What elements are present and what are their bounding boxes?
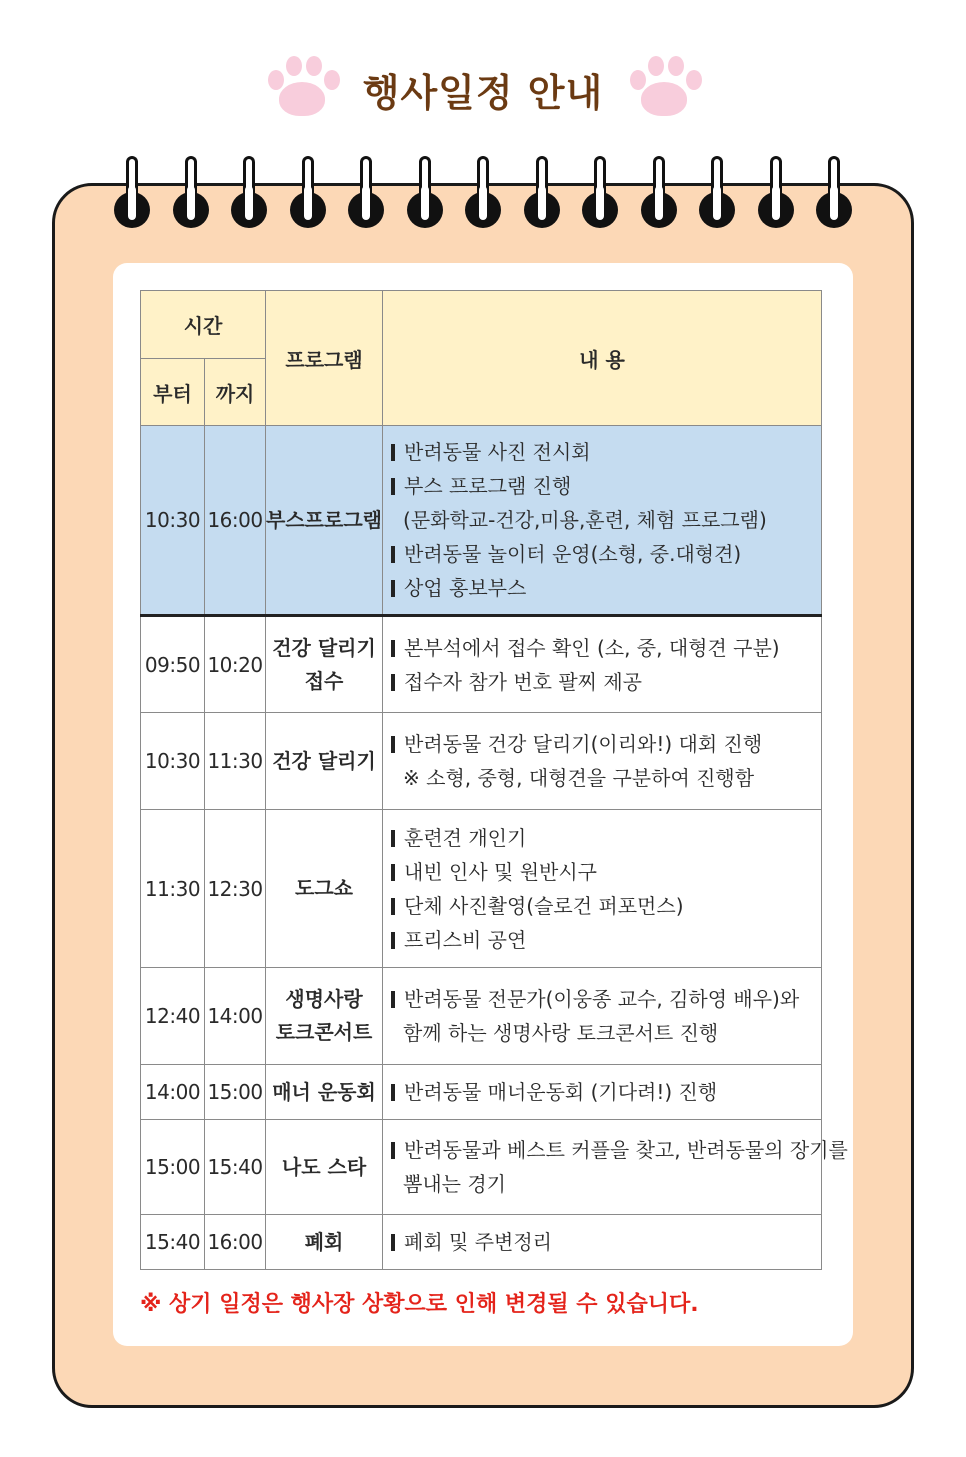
content-text: 접수자 참가 번호 팔찌 제공: [404, 669, 642, 694]
content-line: [391, 571, 821, 605]
schedule-row: [141, 1120, 822, 1215]
program-name-line: 나도 스타: [281, 1154, 367, 1179]
bullet-bar-icon: [391, 580, 395, 597]
content-text: 훈련견 개인기: [404, 825, 527, 850]
content-line: [391, 1133, 848, 1167]
start-time: 10:30: [141, 713, 205, 810]
binder-ring: [699, 156, 735, 228]
schedule-row: [141, 616, 822, 713]
content-line: [391, 821, 821, 855]
program-name: [266, 1065, 383, 1120]
program-name-line: 토크콘서트: [275, 1020, 373, 1044]
binder-ring: [758, 156, 794, 228]
bullet-bar-icon: [391, 991, 395, 1008]
program-name: [266, 1215, 383, 1270]
content-text: 부스 프로그램 진행: [404, 474, 572, 498]
program-name-line: 부스프로그램: [266, 507, 382, 532]
bullet-bar-icon: [391, 478, 395, 495]
bullet-bar-icon: [391, 640, 395, 657]
binder-ring: [348, 156, 384, 228]
start-time: 15:40: [141, 1215, 205, 1270]
content-line: [391, 1225, 821, 1259]
program-content: [383, 616, 822, 713]
program-content: [383, 1065, 822, 1120]
bullet-bar-icon: [391, 898, 395, 915]
content-text: 단체 사진촬영(슬로건 퍼포먼스): [404, 893, 684, 918]
program-content: [383, 1120, 848, 1215]
start-time: 14:00: [141, 1065, 205, 1120]
program-content: [383, 426, 822, 616]
content-line: [391, 503, 821, 537]
schedule-row: [141, 713, 822, 810]
program-content: [383, 968, 822, 1065]
binder-ring: [407, 156, 443, 228]
binder-ring: [465, 156, 501, 228]
schedule-row: [141, 426, 822, 616]
schedule-row: [141, 968, 822, 1065]
program-content: [383, 713, 822, 810]
bullet-bar-icon: [391, 1234, 395, 1251]
content-text: 반려동물 전문가(이웅종 교수, 김하영 배우)와: [404, 987, 800, 1011]
bullet-bar-icon: [391, 674, 395, 691]
bullet-bar-icon: [391, 736, 395, 753]
end-time: 10:20: [205, 616, 266, 713]
content-line: [391, 665, 821, 699]
binder-ring: [290, 156, 326, 228]
bullet-bar-icon: [391, 546, 395, 563]
program-name: [266, 1120, 383, 1215]
program-name: [266, 968, 383, 1065]
end-time: 15:00: [205, 1065, 266, 1120]
content-line: [391, 889, 821, 923]
content-text: 폐회 및 주변정리: [404, 1230, 552, 1254]
content-text: 반려동물 매너운동회 (기다려!) 진행: [404, 1080, 718, 1104]
start-time: 12:40: [141, 968, 205, 1065]
end-time: 11:30: [205, 713, 266, 810]
bullet-bar-icon: [391, 1142, 395, 1159]
program-name-line: 도그쇼: [295, 876, 353, 900]
binder-ring: [582, 156, 618, 228]
content-line: [391, 923, 821, 957]
header-content: 내 용: [383, 291, 822, 426]
program-name: [266, 713, 383, 810]
program-name-line: 건강 달리기: [272, 635, 376, 660]
content-line: [391, 1016, 821, 1050]
program-name: [266, 810, 383, 968]
program-name: [266, 426, 383, 616]
schedule-row: [141, 1215, 822, 1270]
bullet-bar-icon: [391, 830, 395, 847]
content-text: 내빈 인사 및 원반시구: [404, 859, 597, 884]
start-time: 09:50: [141, 616, 205, 713]
header-program: 프로그램: [266, 291, 383, 426]
content-text: 상업 홍보부스: [404, 576, 527, 600]
binder-ring: [641, 156, 677, 228]
program-name-line: 생명사랑: [285, 987, 363, 1011]
start-time: 11:30: [141, 810, 205, 968]
content-line: [391, 469, 821, 503]
end-time: 12:30: [205, 810, 266, 968]
program-content: [383, 810, 822, 968]
content-line: [391, 982, 821, 1016]
content-line: [391, 1167, 821, 1201]
schedule-notice: ※ 상기 일정은 행사장 상황으로 인해 변경될 수 있습니다.: [140, 1292, 699, 1317]
content-line: [391, 727, 821, 761]
program-name: [266, 616, 383, 713]
content-text: 반려동물 사진 전시회: [404, 440, 591, 464]
bullet-bar-icon: [391, 444, 395, 461]
end-time: 16:00: [205, 1215, 266, 1270]
content-text: 반려동물 놀이터 운영(소형, 중.대형견): [404, 542, 742, 566]
page-title: 행사일정 안내: [362, 71, 604, 115]
bullet-bar-icon: [391, 864, 395, 881]
content-text: 본부석에서 접수 확인 (소, 중, 대형견 구분): [404, 635, 780, 660]
content-text: ※ 소형, 중형, 대형견을 구분하여 진행함: [403, 766, 755, 790]
content-text: 뽐내는 경기: [403, 1172, 506, 1196]
schedule-table: [140, 290, 848, 1270]
bullet-bar-icon: [391, 932, 395, 949]
paw-print-icon: [624, 52, 704, 122]
content-text: 반려동물 건강 달리기(이리와!) 대회 진행: [404, 732, 763, 756]
end-time: 16:00: [205, 426, 266, 616]
content-line: [391, 631, 821, 665]
program-name-line: 매너 운동회: [272, 1079, 376, 1104]
program-content: [383, 1215, 822, 1270]
content-line: [391, 855, 821, 889]
content-text: 프리스비 공연: [404, 927, 527, 952]
end-time: 15:40: [205, 1120, 266, 1215]
content-line: [391, 537, 821, 571]
content-line: [391, 1075, 821, 1109]
program-name-line: 접수: [304, 668, 344, 693]
content-text: 반려동물과 베스트 커플을 찾고, 반려동물의 장기를: [404, 1138, 848, 1162]
binder-ring: [231, 156, 267, 228]
content-line: [391, 435, 821, 469]
content-text: (문화학교-건강,미용,훈련, 체험 프로그램): [403, 508, 767, 532]
binder-ring: [114, 156, 150, 228]
binder-ring: [173, 156, 209, 228]
binder-ring: [524, 156, 560, 228]
content-line: [391, 761, 821, 795]
end-time: 14:00: [205, 968, 266, 1065]
program-name-line: 폐회: [304, 1229, 344, 1254]
start-time: 15:00: [141, 1120, 205, 1215]
start-time: 10:30: [141, 426, 205, 616]
header-row: [141, 291, 822, 359]
header-to: 까지: [205, 359, 266, 426]
schedule-row: [141, 1065, 822, 1120]
content-text: 함께 하는 생명사랑 토크콘서트 진행: [403, 1021, 719, 1045]
bullet-bar-icon: [391, 1084, 395, 1101]
program-name-line: 건강 달리기: [272, 748, 376, 773]
header-from: 부터: [141, 359, 205, 426]
schedule-row: [141, 810, 822, 968]
binder-ring: [816, 156, 852, 228]
header-time: 시간: [141, 291, 266, 359]
title-area: [0, 52, 966, 132]
